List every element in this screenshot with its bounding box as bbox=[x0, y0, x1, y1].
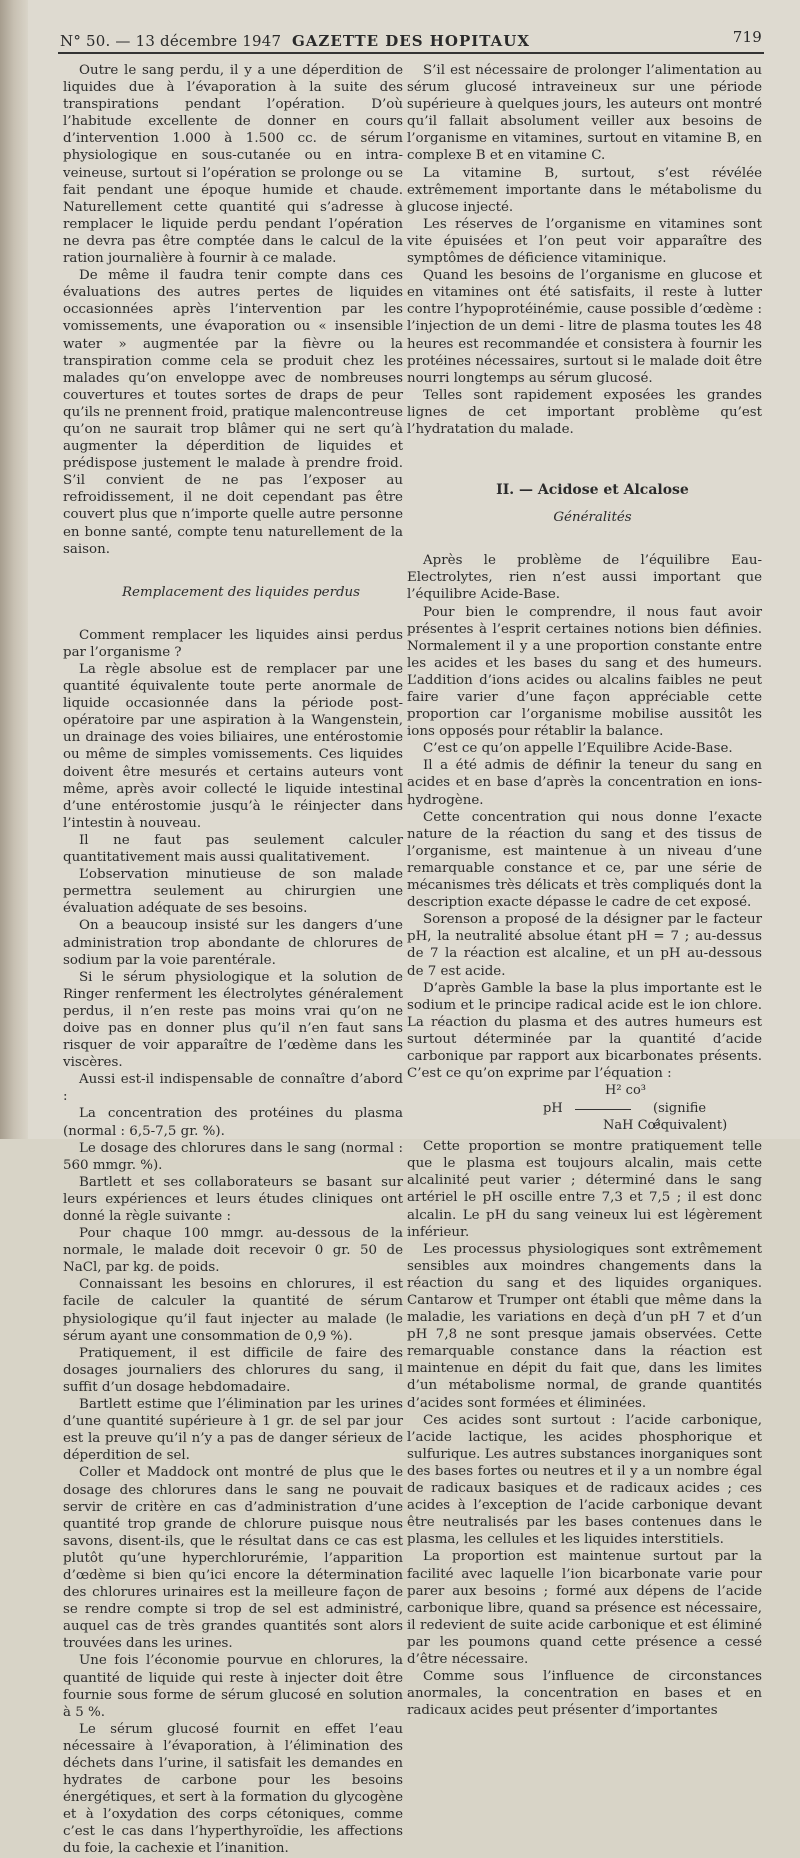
paragraph: Aussi est-il indispensable de connaître d’abord : bbox=[63, 1072, 403, 1105]
paragraph: Pratiquement, il est difficile de faire des dosages journaliers des chlorures du sang, il suffit d’un dosage hebdomadaire. bbox=[63, 1345, 403, 1395]
paragraph: Coller et Maddock ont montré de plus que le dosage des chlorures dans le sang ne pouvait servir de critère en cas d’administration d’une quantité trop grande de chlorure puisque nous savons, disent-ils, que le résultat dans ce cas est plutôt qu’une hyperchlorurémie, l’apparition d’œdème si bien qu’ici encore la détermination des chlorures urinaires est la meilleure façon de se rendre compte si trop de sel est administré, auquel cas de très grandes quantités sont alors trouvées dans les urines. bbox=[63, 1465, 403, 1652]
paragraph: Outre le sang perdu, il y a une déperdition de liquides due à l’évaporation à la suite des transpirations pendant l’opération. D’où l’habitude excellente de donner en cours d’intervention 1.000 à 1.500 cc. de sérum physiologique en sous-cutanée ou en intra-veineuse, surtout si l’opération se prolonge ou se fait pendant une époque humide et chaude. Naturellement cette quantité qui s’adresse à remplacer le liquide perdu pendant l’opération ne devra pas être comptée dans le calcul de la ration journalière à fournir à ce malade. bbox=[63, 63, 403, 267]
paragraph: Cette proportion se montre pratiquement telle que le plasma est toujours alcalin, mais cette alcalinité peut varier ; déterminé dans le sang artériel le pH oscille entre 7,3 et 7,5 ; il est donc alcalin. Le pH du sang veineux lui est légèrement inférieur. bbox=[407, 1139, 762, 1240]
page-binding-edge bbox=[0, 0, 28, 1139]
paragraph: Bartlett estime que l’élimination par les urines d’une quantité supérieure à 1 gr. de sel par jour est la preuve qu’il n’y a pas de danger sérieux de déperdition de sel. bbox=[63, 1397, 403, 1464]
paragraph: Une fois l’économie pourvue en chlorures, la quantité de liquide qui reste à injecter doit être fournie sous forme de sérum glucosé en solution à 5 %. bbox=[63, 1653, 403, 1720]
section-heading: II. — Acidose et Alcalose bbox=[496, 482, 689, 499]
paragraph: La vitamine B, surtout, s’est révélée extrêmement importante dans le métabolisme du glucose injecté. bbox=[407, 165, 762, 215]
paragraph: Le sérum glucosé fournit en effet l’eau nécessaire à l’évaporation, à l’élimination des déchets dans l’urine, il satisfait les demandes en hydrates de carbone pour les besoins énergétiques, et sert à la formation du glycogène et à l’oxydation des corps cétoniques, comme c’est le cas dans l’hyperthyroïdie, les affections du foie, la cachexie et l’inanition. bbox=[63, 1721, 403, 1857]
paragraph: On a beaucoup insisté sur les dangers d’une administration trop abondante de chlorures de sodium par la voie parentérale. bbox=[63, 918, 403, 968]
page-number: 719 bbox=[732, 28, 762, 46]
paragraph: Sorenson a proposé de la désigner par le facteur pH, la neutralité absolue étant pH = 7 ; au-dessus de 7 la réaction est alcaline, et un pH au-dessous de 7 est acide. bbox=[407, 912, 762, 979]
paragraph: La proportion est maintenue surtout par la facilité avec laquelle l’ion bicarbonate varie pour parer aux besoins ; formé aux dépens de l’acide carbonique libre, quand sa présence est nécessaire, il redevient de suite acide carbonique et est éliminé par les poumons quand cette présence a cessé d’être nécessaire. bbox=[407, 1549, 762, 1667]
paragraph: Le dosage des chlorures dans le sang (normal : 560 mmgr. %). bbox=[63, 1140, 403, 1173]
equation-note: (signifie équivalent) bbox=[653, 1101, 728, 1134]
paragraph: S’il est nécessaire de prolonger l’alimentation au sérum glucosé intraveineux sur une période supérieure à quelques jours, les auteurs ont montré qu’il fallait absolument veiller aux besoins de l’organisme en vitamines, surtout en vitamine B, en complexe B et en vitamine C. bbox=[407, 63, 762, 164]
paragraph: Quand les besoins de l’organisme en glucose et en vitamines ont été satisfaits, il reste à lutter contre l’hypoprotéinémie, cause possible d’œdème : l’injection de un demi - litre de plasma toutes les 48 heures est recommandée et consistera à fournir les protéines nécessaires, surtout si le malade doit être nourri longtemps au sérum glucosé. bbox=[407, 268, 762, 386]
paragraph: Pour chaque 100 mmgr. au-dessous de la normale, le malade doit recevoir 0 gr. 50 de NaCl, par kg. de poids. bbox=[63, 1226, 403, 1276]
paragraph: C’est ce qu’on appelle l’Equilibre Acide-Base. bbox=[423, 741, 733, 757]
subsection-heading: Remplacement des liquides perdus bbox=[121, 584, 361, 600]
paragraph: Comment remplacer les liquides ainsi perdus par l’organisme ? bbox=[63, 627, 403, 660]
paragraph: Après le problème de l’équilibre Eau-Electrolytes, rien n’est aussi important que l’équilibre Acide-Base. bbox=[407, 553, 762, 603]
right-column bbox=[407, 62, 762, 1719]
paragraph: D’après Gamble la base la plus importante est le sodium et le principe radical acide est le ion chlore. La réaction du plasma et des autres humeurs est surtout déterminée par la quantité d’acide carbonique par rapport aux bicarbonates présents. C’est ce qu’on exprime par l’équation : bbox=[407, 980, 762, 1082]
paragraph: La concentration des protéines du plasma (normal : 6,5-7,5 gr. %). bbox=[63, 1106, 403, 1139]
equation-numerator: H² co³ bbox=[605, 1083, 646, 1099]
paragraph: Pour bien le comprendre, il nous faut avoir présentes à l’esprit certaines notions bien définies. Normalement il y a une proportion constante entre les acides et les bases du sang et des humeurs. L’addition d’ions acides ou alcalins faibles ne peut faire varier d’une façon appréciable cette proportion car l’organisme mobilise aussitôt les ions opposés pour rétablir la balance. bbox=[407, 604, 762, 740]
ph-equation bbox=[407, 1082, 762, 1138]
equation-lhs: pH bbox=[543, 1101, 563, 1117]
left-column bbox=[63, 62, 403, 1858]
section-subheading: Généralités bbox=[553, 510, 632, 526]
paragraph: L’observation minutieuse de son malade permettra seulement au chirurgien une évaluation adéquate de ses besoins. bbox=[63, 867, 403, 917]
paragraph: Si le sérum physiologique et la solution de Ringer renferment les électrolytes généralement perdus, il n’en reste pas moins vrai qu’on ne doive pas en donner plus qu’il n’en faut sans risquer de voir apparaître de l’œdème dans les viscères. bbox=[63, 969, 403, 1071]
paragraph: Il a été admis de définir la teneur du sang en acides et en base d’après la concentration en ions-hydrogène. bbox=[407, 758, 762, 808]
header-rule bbox=[58, 52, 764, 54]
paragraph: Il ne faut pas seulement calculer quantitativement mais aussi qualitativement. bbox=[63, 832, 403, 866]
equation-denominator: NaH Co³ bbox=[603, 1118, 661, 1134]
paragraph: Les réserves de l’organisme en vitamines sont vite épuisées et l’on peut voir apparaître des symptômes de déficience vitaminique. bbox=[407, 216, 762, 267]
fraction-bar bbox=[575, 1109, 631, 1110]
running-header bbox=[60, 28, 762, 54]
paragraph: Bartlett et ses collaborateurs se basant sur leurs expériences et leurs études cliniques ont donné la règle suivante : bbox=[63, 1174, 403, 1224]
issue-date: N° 50. — 13 décembre 1947 bbox=[60, 32, 282, 50]
paragraph: Comme sous l’influence de circonstances anormales, la concentration en bases et en radicaux acides peut présenter d’importantes bbox=[407, 1669, 762, 1719]
paragraph: Connaissant les besoins en chlorures, il est facile de calculer la quantité de sérum physiologique qu’il faut injecter au malade (le sérum ayant une consommation de 0,9 %). bbox=[63, 1277, 403, 1344]
paragraph: Les processus physiologiques sont extrêmement sensibles aux moindres changements dans la réaction du sang et des liquides organiques. Cantarow et Trumper ont établi que même dans la maladie, les variations en deçà d’un pH 7 et d’un pH 7,8 ne sont presque jamais observées. Cette remarquable constance dans la réaction est maintenue en dépit du fait que, dans les limites d’un métabolisme normal, de grande quantités d’acides sont formées et éliminées. bbox=[407, 1241, 762, 1411]
paragraph: Cette concentration qui nous donne l’exacte nature de la réaction du sang et des tissus de l’organisme, est maintenue à un niveau d’une remarquable constance et ce, par une série de mécanismes très délicats et très compliqués dont la description exacte dépasse le cadre de cet exposé. bbox=[407, 809, 762, 911]
paragraph: Telles sont rapidement exposées les grandes lignes de cet important problème qu’est l’hydratation du malade. bbox=[407, 387, 762, 437]
journal-title: GAZETTE DES HOPITAUX bbox=[291, 32, 530, 50]
paragraph: Ces acides sont surtout : l’acide carbonique, l’acide lactique, les acides phosphorique et sulfurique. Les autres substances inorganiques sont des bases fortes ou neutres et il y a un nombre égal de radicaux basiques et de radicaux acides ; ces acides à l’exception de l’acide carbonique devant être neutralisés par les bases contenues dans le plasma, les cellules et les liquides interstitiels. bbox=[407, 1412, 762, 1548]
paragraph: La règle absolue est de remplacer par une quantité équivalente toute perte anormale de liquide occasionnée dans la période post-opératoire par une aspiration à la Wangenstein, un drainage des voies biliaires, une entérostomie ou même de simples vomissements. Ces liquides doivent être mesurés et certains auteurs vont même, après avoir collecté le liquide intestinal d’une entérostomie jusqu’à le réinjecter dans l’intestin à nouveau. bbox=[63, 662, 403, 831]
paragraph: De même il faudra tenir compte dans ces évaluations des autres pertes de liquides occasionnées après l’intervention par les vomissements, une évaporation ou « insensible water » augmentée par la fièvre ou la transpiration comme cela se produit chez les malades qu’on enveloppe avec de nombreuses couvertures et toutes sortes de draps de peur qu’ils ne prennent froid, pratique malencontreuse qu’on ne saurait trop blâmer qui ne sert qu’à augmenter la déperdition de liquides et prédispose justement le malade à prendre froid. S’il convient de ne pas l’exposer au refroidissement, il ne doit cependant pas être couvert plus que n’importe quelle autre personne en bonne santé, compte tenu naturellement de la saison. bbox=[63, 268, 403, 557]
